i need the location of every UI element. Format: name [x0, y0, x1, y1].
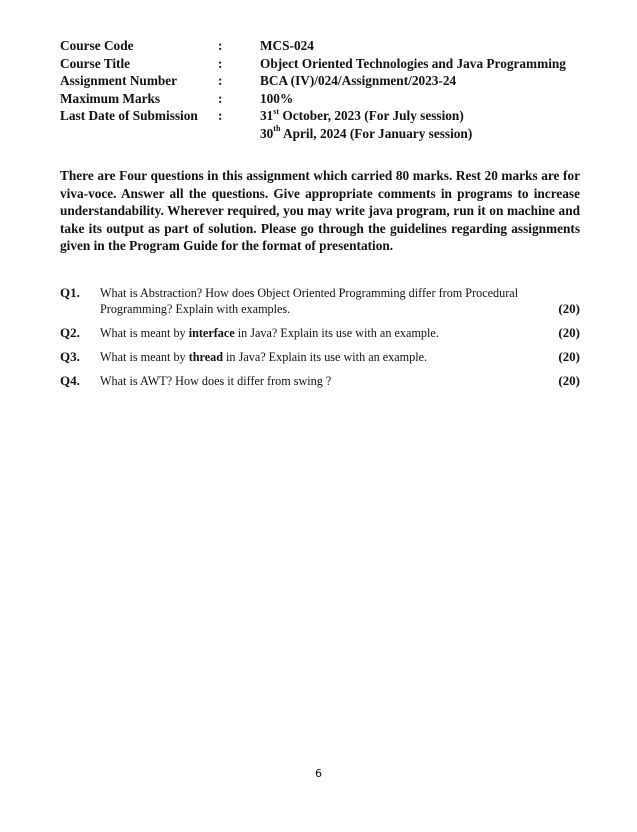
course-code-label: Course Code	[60, 38, 134, 53]
maximum-marks-value: 100%	[260, 90, 294, 106]
course-code-row	[60, 37, 590, 55]
question-marks: (20)	[558, 325, 580, 340]
assignment-details	[60, 37, 590, 142]
question-text-part: in Java? Explain its use with an example.	[223, 350, 428, 364]
submission-date-label: Last Date of Submission	[60, 108, 198, 123]
submission-date-july	[260, 107, 590, 125]
submission-date-january	[260, 125, 590, 143]
course-code-value: MCS-024	[260, 38, 314, 53]
question-text-part: What is Abstraction? How does Object Oriented Programming differ from Procedural Programming? Explain with examples.	[100, 286, 519, 316]
instructions-paragraph: There are Four questions in this assignment which carried 80 marks. Rest 20 marks are for viva-voce. Answer all the questions. Give appropriate comments in programs to increase understandability. Wherever required, you may write java program, run it on machine and take its output as part of solution. Please go through the guidelines regarding assignments given in the Program Guide for the format of presentation.	[60, 168, 580, 253]
separator: :	[218, 108, 223, 123]
question-keyword: interface	[188, 326, 235, 340]
question-text-part: in Java? Explain its use with an example.	[234, 326, 439, 340]
question-list	[60, 285, 580, 397]
question-item	[60, 325, 580, 341]
question-item	[60, 349, 580, 365]
empty-separator	[218, 125, 260, 143]
question-text-part: What is meant by	[100, 326, 189, 340]
date-rest: October, 2023 (For July session)	[279, 108, 464, 123]
question-text	[100, 325, 540, 341]
separator: :	[218, 73, 223, 88]
maximum-marks-row	[60, 90, 590, 108]
question-marks: (20)	[558, 349, 580, 364]
date-ordinal: st	[273, 106, 280, 116]
date-rest: April, 2024 (For January session)	[280, 125, 473, 141]
course-title-label: Course Title	[60, 55, 131, 71]
question-text-part: What is AWT? How does it differ from swing ?	[100, 374, 332, 388]
question-marks: (20)	[558, 301, 580, 316]
question-number: Q2.	[60, 325, 80, 340]
course-title-row	[60, 55, 590, 73]
separator: :	[218, 38, 223, 53]
empty-label	[60, 125, 218, 143]
question-text	[100, 285, 540, 317]
question-number: Q4.	[60, 373, 80, 388]
question-text-part: What is meant by	[100, 350, 189, 364]
assignment-number-value: BCA (IV)/024/Assignment/2023-24	[260, 73, 457, 88]
question-text	[100, 373, 540, 389]
question-number: Q1.	[60, 285, 80, 300]
assignment-number-row	[60, 72, 590, 90]
date-day: 31	[260, 108, 274, 123]
page-number: 6	[315, 767, 322, 780]
date-ordinal: th	[273, 124, 281, 134]
separator: :	[218, 55, 223, 71]
question-item	[60, 285, 580, 317]
course-title-value: Object Oriented Technologies and Java Programming	[260, 55, 566, 71]
date-day: 30	[260, 125, 274, 141]
assignment-number-label: Assignment Number	[60, 73, 178, 88]
maximum-marks-label: Maximum Marks	[60, 90, 161, 106]
question-number: Q3.	[60, 349, 80, 364]
question-text	[100, 349, 540, 365]
submission-date-row-2	[60, 125, 590, 143]
question-marks: (20)	[558, 373, 580, 388]
separator: :	[218, 90, 223, 106]
question-keyword: thread	[188, 350, 223, 364]
question-item	[60, 373, 580, 389]
submission-date-row	[60, 107, 590, 125]
